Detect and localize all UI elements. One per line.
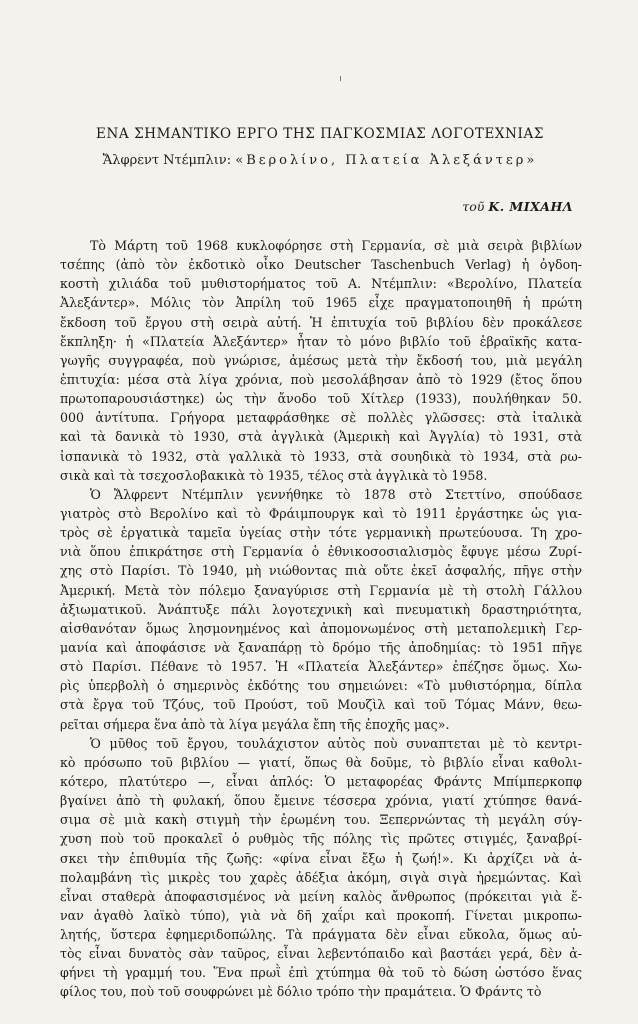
text-line: λητής, ὕστερα ἐφημεριδοπώλης. Τὰ πράγματα δὲν εἶναι εὔκολα, ὅμως αὐ- (60, 927, 582, 943)
text-line: Τὸ Μάρτη τοῦ 1968 κυκλοφόρησε στὴ Γερμανία, σὲ μιὰ σειρὰ βιβλίων (90, 238, 582, 253)
text-line: σικὰ καὶ τὰ τσεχοσλοβακικὰ τὸ 1935, τέλος στὰ ἀγγλικὰ τὸ 1958. (60, 467, 488, 483)
text-line: νιὰ ὅπου ἐπικράτησε στὴ Γερμανία ὁ ἐθνικοσοσιαλισμὸς ἔφυγε μέσω Ζυρί- (60, 544, 582, 560)
text-line: τσέπης (ἀπὸ τὸν ἐκδοτικὸ οἶκο Deutscher Taschenbuch Verlag) ἡ ὀγδοη- (60, 257, 582, 273)
text-line: μανία καὶ ἀποφάσισε νὰ ξαναπάρῃ τὸ δρόμο τῆς ἀποδημίας: τὸ 1951 πῆγε (60, 639, 582, 655)
text-line: φίλος του, ποὺ τοῦ σουφρώνει μὲ δόλιο τρόπο τὴν πραμάτεια. Ὁ Φράντς τὸ (60, 984, 542, 1000)
text-line: σιμα σὲ μιὰ κακὴ στιγμὴ τὴν ἐρωμένη του. Ξεπερνώντας τὴ μεγάλη σύγ- (60, 812, 582, 828)
text-line: πολαμβάνη τὶς μικρὲς του χαρὲς ἀδέξια ἀκόμη, σιγὰ σιγὰ ἠρεμώντας. Καὶ (60, 869, 582, 885)
text-line: σκει τὴν ἐπιθυμία τῆς ζωῆς: «φίνα εἶναι ἔξω ἡ ζωή!». Κι ἀρχίζει νὰ ἀ- (60, 850, 582, 866)
text-line: κὸ πρόσωπο τοῦ βιβλίου — γιατί, ὅπως θὰ δοῦμε, τὸ βιβλίο εἶναι καθολι- (60, 754, 582, 770)
byline (462, 199, 573, 214)
text-line: ἀξιωματικοῦ. Ἀνάπτυξε πάλι λογοτεχνικὴ καὶ πνευματικὴ δραστηριότητα, (60, 601, 582, 617)
text-line: ἰσπανικὰ τὸ 1932, στὰ γαλλικὰ τὸ 1933, στὰ σουηδικὰ τὸ 1934, στὰ ρω- (60, 448, 582, 464)
text-line: Ἀμερική. Μετὰ τὸν πόλεμο ξαναγύρισε στὴ Γερμανία μὲ τὴ στολὴ Γάλλου (60, 582, 582, 598)
text-line: ἔκδοση τοῦ ἔργου στὴ σειρὰ αὐτή. Ἡ ἐπιτυχία τοῦ βιβλίου δὲν προκάλεσε (60, 314, 582, 330)
text-line: Ὁ Ἄλφρεντ Ντέμπλιν γεννήθηκε τὸ 1878 στὸ Στεττίνο, σπούδασε (90, 486, 582, 502)
text-line: στὰ ἔργα τοῦ Τζόυς, τοῦ Προύστ, τοῦ Μουζὶλ καὶ τοῦ Τόμας Μάνν, θεω- (60, 697, 582, 713)
text-line: χης στὸ Παρίσι. Τὸ 1940, μὴ νιώθοντας πιὰ οὔτε ἐκεῖ ἀσφαλής, πῆγε στὴν (60, 563, 582, 579)
text-line: ἐπιτυχία: μέσα στὰ λίγα χρόνια, ποὺ μεσολάβησαν ἀπὸ τὸ 1929 (ἔτος ὅπου (60, 371, 582, 387)
text-line: εἶναι σταθερὰ ἀποφασισμένος νὰ μείνη καλὸς ἄνθρωπος (πρόκειται γιὰ ἕ- (60, 888, 582, 904)
subtitle-author: Ἄλφρεντ Ντέμπλιν: (102, 153, 232, 168)
text-line: ρεῖται σήμερα ἕνα ἀπὸ τὰ λίγα μεγάλα ἔπη τῆς ἐποχῆς μας». (60, 716, 450, 732)
text-line: γιατρὸς στὸ Βερολίνο καὶ τὸ Φράιμπουργκ καὶ τὸ 1911 ἐργάστηκε ὡς για- (60, 505, 582, 521)
byline-prefix: τοῦ (462, 199, 485, 214)
byline-name: Κ. ΜΙΧΑΗΛ (488, 199, 573, 214)
text-line: κοστὴ χιλιάδα τοῦ μυθιστορήματος τοῦ Α. Ντέμπλιν: «Βερολίνο, Πλατεία (60, 276, 582, 292)
text-line: αἰσθανόταν ὅμως λησμονημένος καὶ ἀπομονωμένος στὴ μεταπολεμικὴ Γερ- (60, 620, 582, 636)
text-line: τὸς εἶναι δυνατὸς σὰν ταῦρος, εἶναι λεβεντόπαιδο καὶ βαστάει γερά, δὲν ἀ- (60, 946, 582, 962)
paragraph (60, 485, 582, 734)
print-mark (340, 76, 341, 81)
text-line: φήνει τὴ γραμμή του. Ἕνα πρωῒ ἐπὶ χτύπημα θὰ τοῦ τὸ δώση ὡστόσο ἕνας (60, 965, 582, 981)
text-line: 000 ἀντίτυπα. Γρήγορα μεταφράσθηκε σὲ πολλὲς γλῶσσες: στὰ ἰταλικὰ (60, 410, 582, 426)
article-body (60, 236, 582, 1002)
text-line: ναν ἀγαθὸ λαϊκὸ τύπο), γιὰ νὰ δῆ χαΐρι καὶ προκοπή. Γίνεται μικροπω- (60, 907, 582, 923)
text-line: Ὁ μῦθος τοῦ ἔργου, τουλάχιστον αὐτὸς ποὺ συναπτεται μὲ τὸ κεντρι- (90, 735, 582, 751)
paragraph (60, 236, 582, 485)
text-line: χυση ποὺ τοῦ προκαλεῖ ὁ ρυθμὸς τῆς πόλης τὶς πρῶτες στιγμές, ξαναβρί- (60, 831, 582, 847)
text-line: καὶ τὰ δανικὰ τὸ 1930, στὰ ἀγγλικὰ (Ἀμερικὴ καὶ Ἀγγλία) τὸ 1931, στὰ (60, 429, 582, 445)
text-line: γωγῆς συγγραφέα, ποὺ γνώρισε, ἀμέσως μετὰ τὴν ἔκδοσή του, μιὰ μεγάλη (60, 352, 582, 368)
paragraph (60, 734, 582, 1002)
article-subtitle (60, 153, 580, 168)
text-line: τρὸς σὲ ἐργατικὰ ταμεῖα ὑγείας στὴν τότε γερμανικὴ πρωτεύουσα. Τη χρο- (60, 525, 582, 541)
text-line: βγαίνει ἀπὸ τὴ φυλακή, ὅπου ἔμεινε τέσσερα χρόνια, γιατί χτύπησε θανά- (60, 793, 582, 809)
text-line: Ἀλεξάντερ». Μόλις τὸν Ἀπρίλη τοῦ 1965 εἶχε πραγματοποιηθῆ ἡ πρώτη (60, 295, 582, 311)
subtitle-work: «Βερολίνο, Πλατεία Ἀλεξάντερ» (235, 153, 538, 168)
article-title: ΕΝΑ ΣΗΜΑΝΤΙΚΟ ΕΡΓΟ ΤΗΣ ΠΑΓΚΟΣΜΙΑΣ ΛΟΓΟΤΕΧΝΙΑΣ (96, 126, 544, 142)
text-line: πρωτοπαρουσιάστηκε) ὡς τὴν ἄνοδο τοῦ Χίτλερ (1933), πουλήθηκαν 50. (60, 391, 582, 407)
text-line: ρὶς ὑπερβολὴ ὁ σημερινὸς ἐκδότης του σημειώνει: «Τὸ μυθιστόρημα, δίπλα (60, 678, 582, 694)
text-line: κότερο, πλατύτερο —, εἶναι ἁπλός: Ὁ μεταφορέας Φράντς Μπίμπερκοπφ (60, 773, 582, 789)
text-line: στὸ Παρίσι. Πέθανε τὸ 1957. Ἡ «Πλατεία Ἀλεξάντερ» ἐπέζησε ὅμως. Χω- (60, 659, 582, 675)
text-line: ἔκπληξη· ἡ «Πλατεία Ἀλεξάντερ» ἦταν τὸ μόνο βιβλίο τοῦ ἑβραϊκῆς κατα- (60, 333, 582, 349)
